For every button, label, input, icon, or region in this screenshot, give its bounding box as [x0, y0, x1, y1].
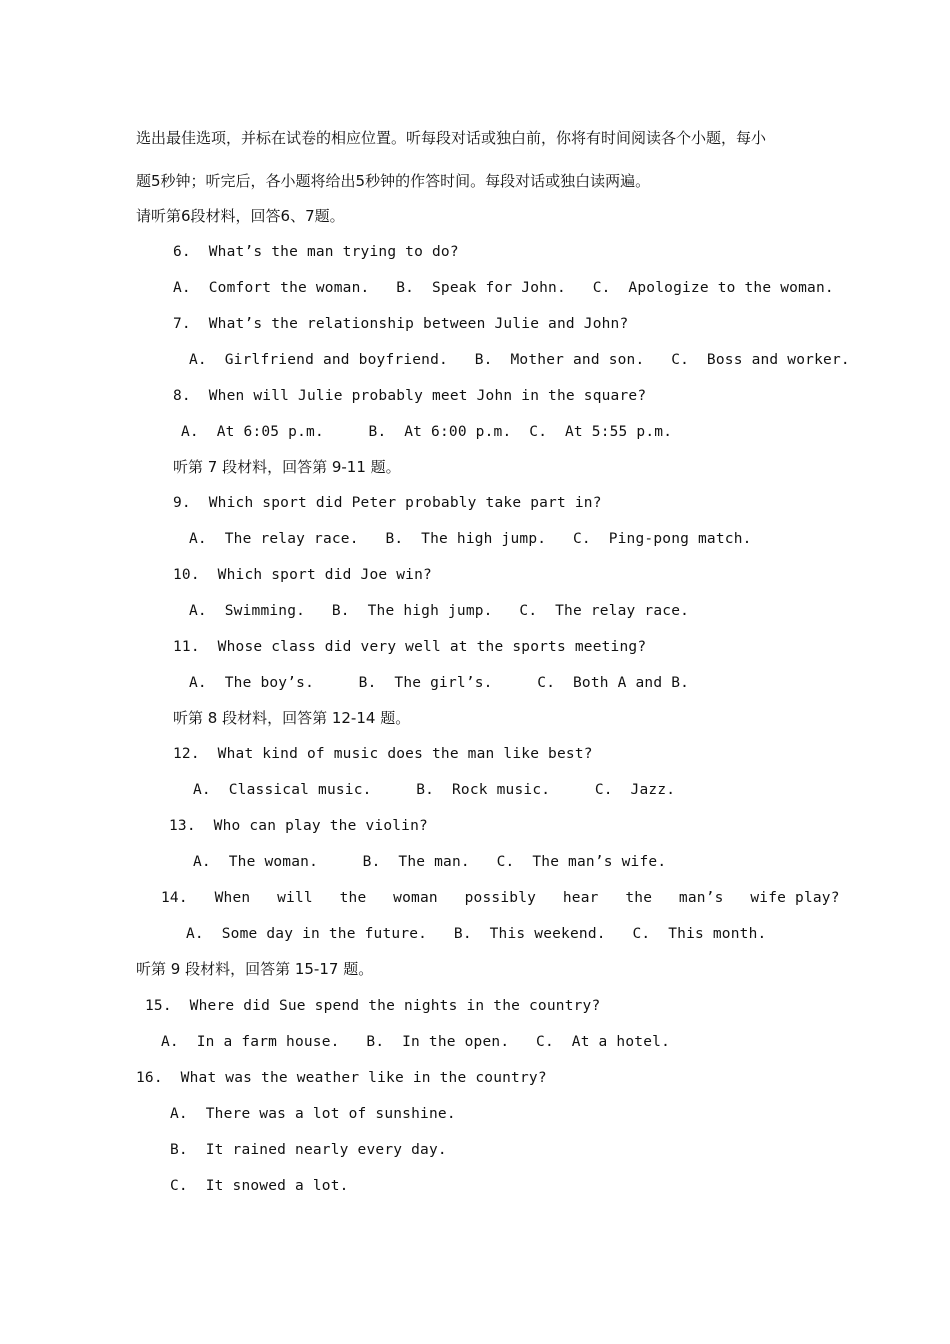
- question-stem: 9. Which sport did Peter probably take part in?: [173, 495, 602, 511]
- question-options: A. At 6:05 p.m. B. At 6:00 p.m. C. At 5:55 p.m.: [181, 424, 673, 440]
- instructions-line-1: 选出最佳选项，并标在试卷的相应位置。听每段对话或独白前，你将有时间阅读各个小题，每小: [136, 129, 767, 147]
- section-heading: 听第 7 段材料，回答第 9-11 题。: [173, 458, 401, 476]
- question-stem: 12. What kind of music does the man like best?: [173, 746, 593, 762]
- question-stem: 10. Which sport did Joe win?: [173, 567, 432, 583]
- question-stem: 6. What’s the man trying to do?: [173, 244, 459, 260]
- question-options: A. Classical music. B. Rock music. C. Jazz.: [193, 782, 676, 798]
- question-stem: 16. What was the weather like in the country?: [136, 1070, 547, 1086]
- question-stem: 7. What’s the relationship between Julie and John?: [173, 316, 629, 332]
- question-stem: 11. Whose class did very well at the sports meeting?: [173, 639, 647, 655]
- question-options: A. The woman. B. The man. C. The man’s wife.: [193, 854, 667, 870]
- question-stem: 15. Where did Sue spend the nights in the country?: [145, 998, 601, 1014]
- question-options: A. The boy’s. B. The girl’s. C. Both A and B.: [189, 675, 690, 691]
- section-heading: 听第 9 段材料，回答第 15-17 题。: [136, 960, 374, 978]
- instructions-line-2: 题5秒钟；听完后，各小题将给出5秒钟的作答时间。每段对话或独白读两遍。: [136, 172, 651, 190]
- question-options: A. The relay race. B. The high jump. C. Ping-pong match.: [189, 531, 752, 547]
- question-stem: 14. When will the woman possibly hear the man’s wife play?: [161, 890, 840, 906]
- question-option-a: A. There was a lot of sunshine.: [170, 1106, 456, 1122]
- question-stem: 8. When will Julie probably meet John in the square?: [173, 388, 647, 404]
- question-options: A. In a farm house. B. In the open. C. At a hotel.: [161, 1034, 670, 1050]
- section-heading: 请听第6段材料，回答6、7题。: [136, 207, 345, 225]
- question-options: A. Some day in the future. B. This weekend. C. This month.: [186, 926, 767, 942]
- question-options: A. Swimming. B. The high jump. C. The relay race.: [189, 603, 690, 619]
- question-option-c: C. It snowed a lot.: [170, 1178, 349, 1194]
- question-option-b: B. It rained nearly every day.: [170, 1142, 447, 1158]
- question-stem: 13. Who can play the violin?: [169, 818, 428, 834]
- section-heading: 听第 8 段材料，回答第 12-14 题。: [173, 709, 411, 727]
- question-options: A. Girlfriend and boyfriend. B. Mother and son. C. Boss and worker.: [189, 352, 850, 368]
- question-options: A. Comfort the woman. B. Speak for John. C. Apologize to the woman.: [173, 280, 834, 296]
